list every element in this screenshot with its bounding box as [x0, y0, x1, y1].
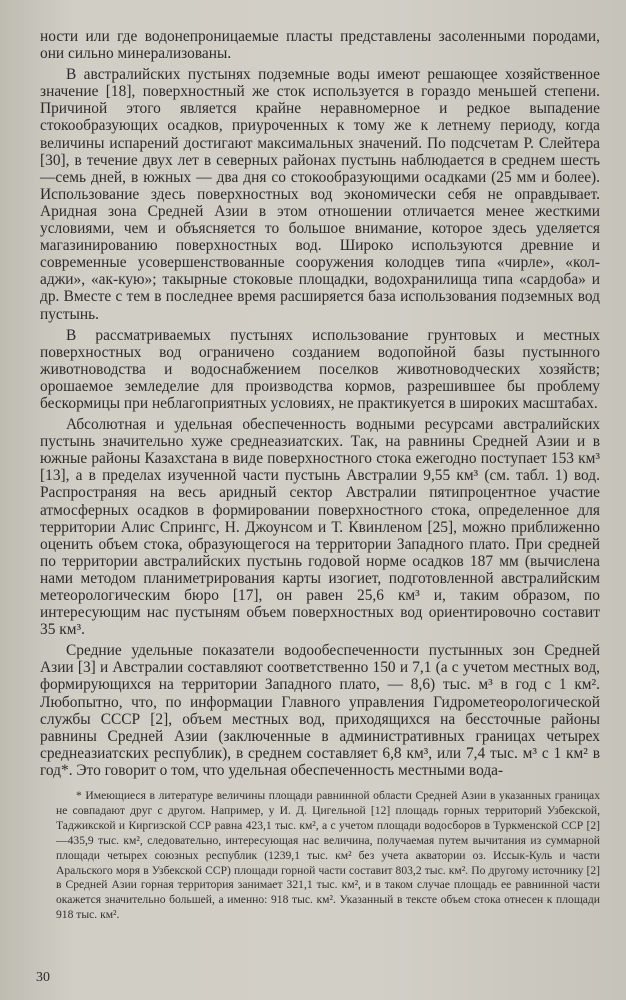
page-number: 30: [36, 970, 50, 985]
paragraph-specific-indicators: Средние удельные показатели водообеспеченности пустынных зон Средней Азии [3] и Австралии составляют соответственно 150 и 7,1 (а с учетом местных вод, формирующихся на территории Западного плато, — 8,6) тыс. м³ в год с 1 км². Любопытно, что, по информации Главного управления Гидрометеорологической службы СССР [2], объем местных вод, приходящихся на бессточные районы равнины Средней Азии (заключенные в административных границах четырех среднеазиатских республик), в среднем составляет 6,8 км³, или 7,4 тыс. м³ с 1 км² в год*. Это говорит о том, что удельная обеспеченность местными вода-: [40, 642, 600, 779]
paragraph-continuation: ности или где водонепроницаемые пласты представлены засоленными породами, они сильно минерализованы.: [40, 28, 600, 63]
main-text: [40, 28, 600, 779]
paragraph-groundwater-australia: В австралийских пустынях подземные воды имеют решающее хозяйственное значение [18], поверхностный же сток используется в гораздо меньшей степени. Причиной этого является крайне неравномерное и редкое выпадение стокообразующих осадков, приуроченных к тому же к летнему периоду, когда величины испарений достигают максимальных значений. По подсчетам Р. Слейтера [30], в течение двух лет в северных районах пустынь наблюдается в среднем шесть—семь дней, в южных — два дня со стокообразующими осадками (25 мм и более). Использование здесь поверхностных вод экономически себя не оправдывает. Аридная зона Средней Азии в этом отношении отличается менее жесткими условиями, чем и объясняется то большое внимание, которое здесь уделяется магазинированию поверхностных вод. Широко используются древние и современные усовершенствованные сооружения колодцев типа «чирле», «кол-аджи», «ак-кую»; такырные стоковые площадки, водохранилища типа «сардоба» и др. Вместе с тем в последнее время расширяется база использования подземных вод пустынь.: [40, 66, 600, 323]
paragraph-water-supply: Абсолютная и удельная обеспеченность водными ресурсами австралийских пустынь значительно хуже среднеазиатских. Так, на равнины Средней Азии и в южные районы Казахстана в виде поверхностного стока ежегодно поступает 153 км³ [13], а в пределах изученной части пустынь Австралии 9,55 км³ (см. табл. 1) вод. Распространяя на весь аридный сектор Австралии пятипроцентное участие атмосферных осадков в формировании поверхностного стока, определенное для территории Алис Спрингс, Н. Джоунсом и Т. Квинленом [25], можно приближенно оценить объем стока, образующегося на территории Западного плато. При средней по территории австралийских пустынь годовой норме осадков 187 мм (вычислена нами методом планиметрирования карты изогиет, подготовленной австралийским метеорологическим бюро [17], он равен 25,6 км³ и, таким образом, по интересующим нас пустыням объем поверхностных вод ориентировочно составит 35 км³.: [40, 416, 600, 639]
page-content: [40, 28, 600, 923]
paragraph-water-use: В рассматриваемых пустынях использование грунтовых и местных поверхностных вод ограничено созданием водопойной базы пустынного животноводства и водоснабжением поселков животноводческих хозяйств; орошаемое земледелие для производства кормов, разрешившее бы проблему бескормицы при неблагоприятных условиях, не практикуется в широких масштабах.: [40, 326, 600, 412]
footnote-block: [40, 789, 600, 923]
footnote: * Имеющиеся в литературе величины площади равнинной области Средней Азии в указанных границах не совпадают друг с другом. Например, у И. Д. Цигельной [12] площадь горных территорий Узбекской, Таджикской и Киргизской ССР равна 423,1 тыс. км², а с учетом площади водосборов в Туркменской ССР [2]—435,9 тыс. км², следовательно, интересующая нас величина, получаемая путем вычитания из суммарной площади четырех союзных республик (1239,1 тыс. км² без учета акватории оз. Иссык-Куль и части Аральского моря в Узбекской ССР) площади горной части составит 803,2 тыс. км². По другому источнику [2] в Средней Азии горная территория занимает 321,1 тыс. км², и в таком случае площадь ее равнинной части окажется значительно большей, а именно: 918 тыс. км². Указанный в тексте объем стока отнесен к площади 918 тыс. км².: [56, 789, 600, 922]
